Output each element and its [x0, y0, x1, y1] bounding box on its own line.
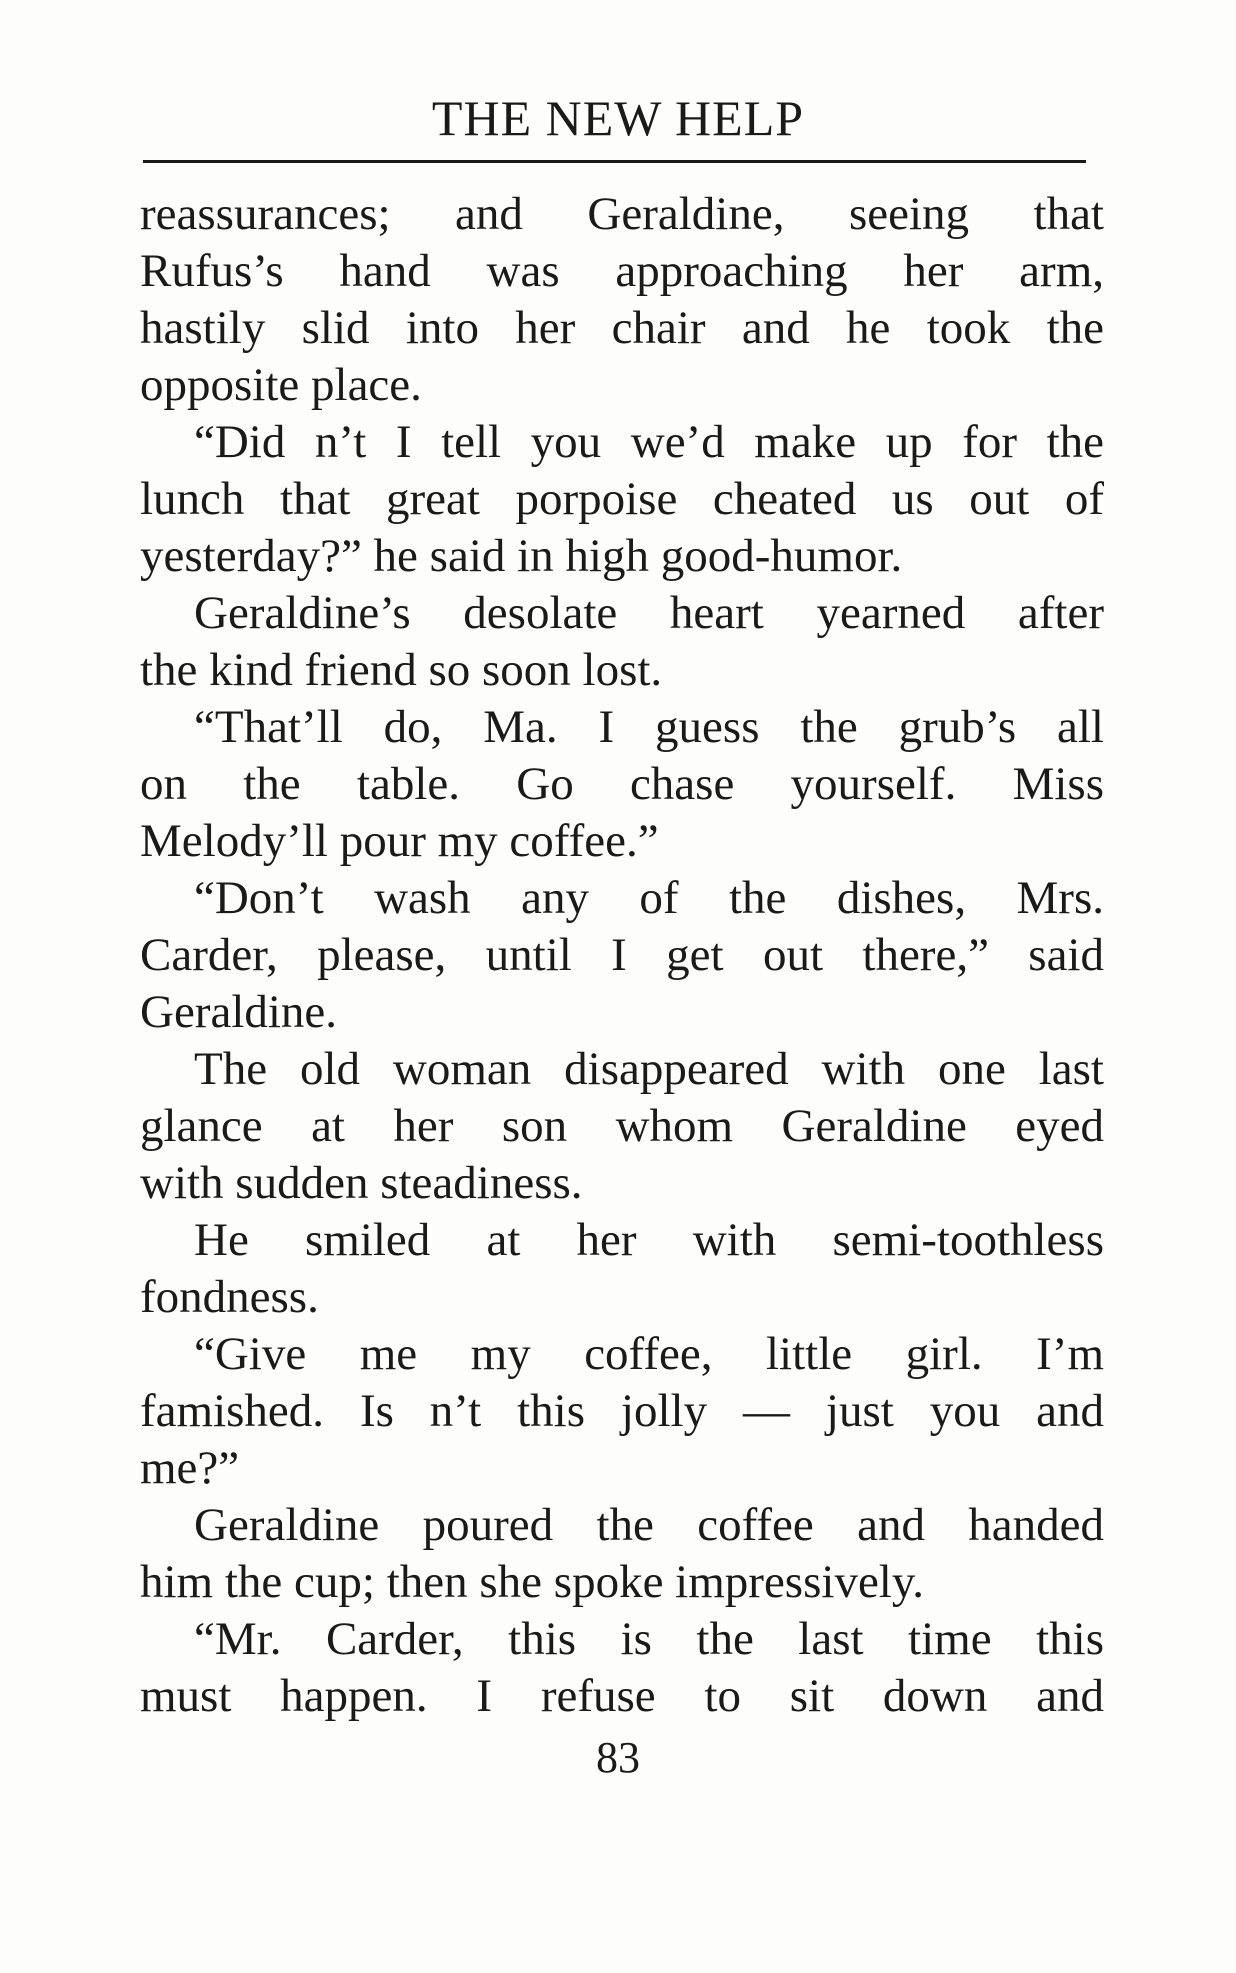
text-line: Geraldine poured the coffee and handed	[194, 1499, 1104, 1551]
header-rule	[143, 160, 1086, 163]
text-line: “Don’t wash any of the dishes, Mrs.	[194, 872, 1104, 924]
text-line: him the cup; then she spoke impressively.	[140, 1556, 925, 1608]
body-text	[140, 186, 1104, 1725]
text-line: Rufus’s hand was approaching her arm,	[140, 245, 1104, 297]
text-line: “Did n’t I tell you we’d make up for the	[194, 416, 1104, 468]
text-line: “That’ll do, Ma. I guess the grub’s all	[194, 701, 1104, 753]
text-line: Carder, please, until I get out there,” said	[140, 929, 1104, 981]
page-number: 83	[596, 1733, 640, 1782]
text-line: lunch that great porpoise cheated us out of	[140, 473, 1104, 525]
text-line: hastily slid into her chair and he took the	[140, 302, 1104, 354]
text-line: on the table. Go chase yourself. Miss	[140, 758, 1104, 810]
text-line: the kind friend so soon lost.	[140, 644, 663, 696]
text-line: glance at her son whom Geraldine eyed	[140, 1100, 1104, 1152]
text-line: Melody’ll pour my coffee.”	[140, 815, 659, 867]
text-line: me?”	[140, 1442, 240, 1494]
text-line: with sudden steadiness.	[140, 1157, 583, 1209]
text-line: must happen. I refuse to sit down and	[140, 1670, 1104, 1722]
text-line: reassurances; and Geraldine, seeing that	[140, 188, 1104, 240]
text-line: Geraldine.	[140, 986, 338, 1038]
text-line: Geraldine’s desolate heart yearned after	[194, 587, 1104, 639]
text-line: famished. Is n’t this jolly — just you and	[140, 1385, 1104, 1437]
text-line: He smiled at her with semi-toothless	[194, 1214, 1104, 1266]
text-line: The old woman disappeared with one last	[194, 1043, 1104, 1095]
text-line: “Give me my coffee, little girl. I’m	[194, 1328, 1104, 1380]
running-title: THE NEW HELP	[431, 90, 805, 146]
text-line: fondness.	[140, 1271, 319, 1323]
text-line: “Mr. Carder, this is the last time this	[194, 1613, 1104, 1665]
text-line: opposite place.	[140, 359, 422, 411]
text-line: yesterday?” he said in high good-humor.	[140, 530, 903, 582]
